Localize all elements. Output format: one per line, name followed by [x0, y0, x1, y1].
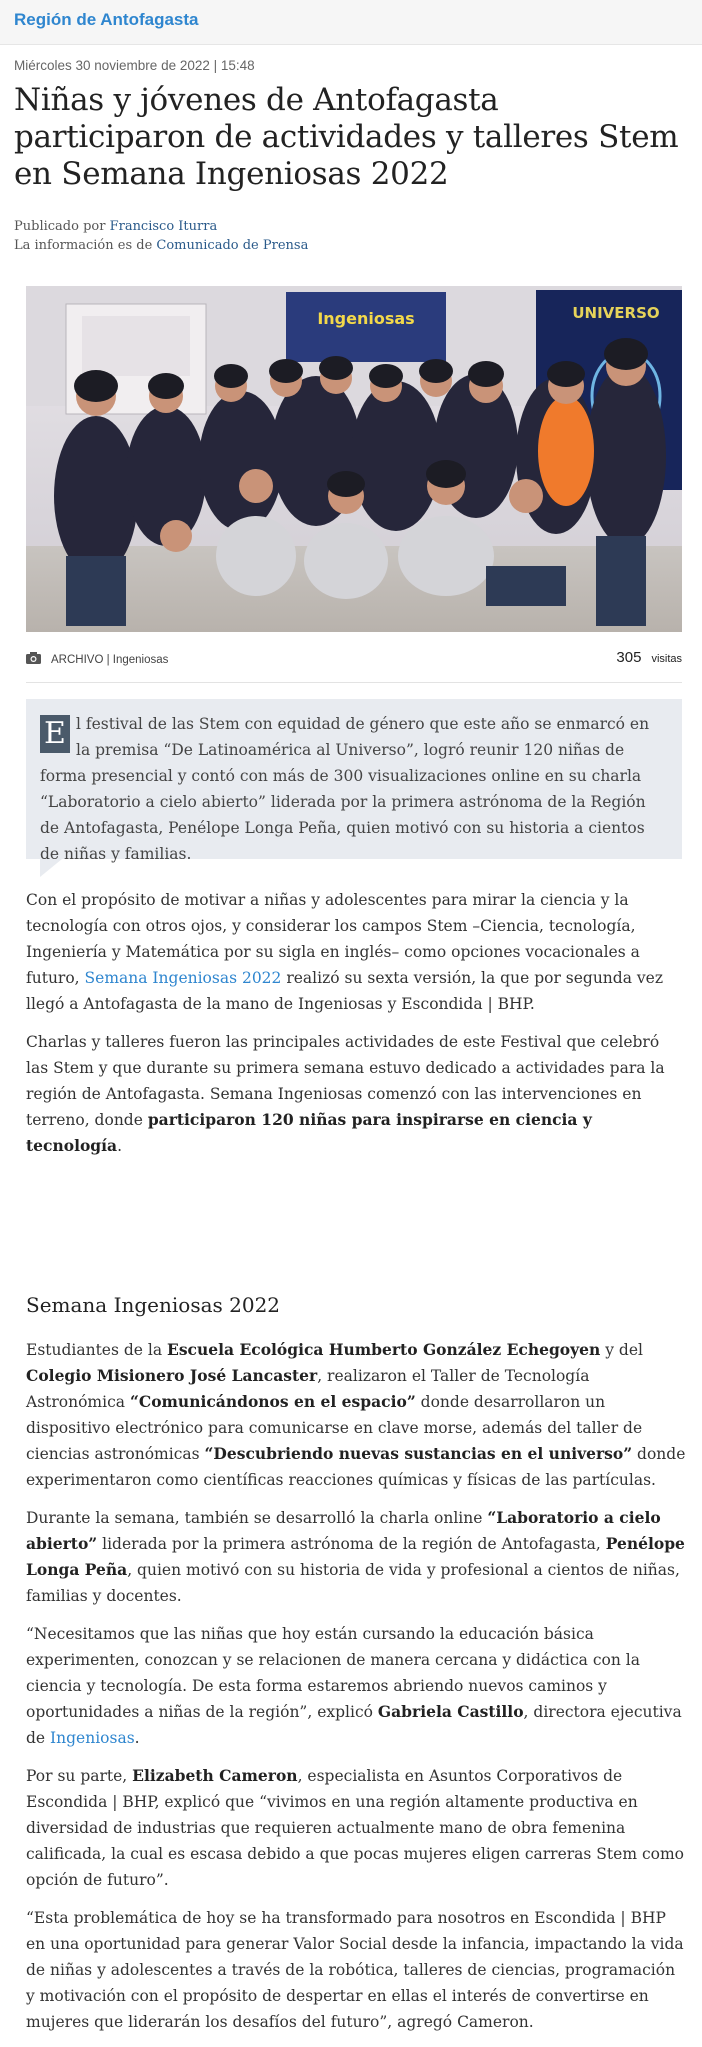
visit-counter: [616, 649, 682, 666]
article-meta: [14, 217, 308, 255]
photo-caption-text: ARCHIVO | Ingeniosas: [51, 653, 169, 666]
region-header: [0, 0, 702, 45]
article-body-intro: [26, 887, 686, 1171]
visit-count: 305: [616, 649, 642, 666]
body-paragraph: Charlas y talleres fueron las principales actividades de este Festival que celebró las Stem y que durante su primera semana estuvo dedicado a actividades para la región de Antofagasta. Semana Ingeniosas comenzó con las intervenciones en terreno, donde participaron 120 niñas para inspirarse en ciencia y tecnología.: [26, 1033, 665, 1155]
section-heading: Semana Ingeniosas 2022: [26, 1293, 281, 1317]
region-link[interactable]: Región de Antofagasta: [14, 10, 199, 29]
photo-caption-bar: [26, 640, 682, 683]
body-paragraph: Durante la semana, también se desarrolló la charla online “Laboratorio a cielo abierto” liderada por la primera astrónoma de la región de Antofagasta, Penélope Longa Peña, quien motivó con su historia de vida y profesional a cientos de niñas, familias y docentes.: [26, 1508, 685, 1605]
body-paragraph: Por su parte, Elizabeth Cameron, especialista en Asuntos Corporativos de Escondida | BHP, explicó que “vivimos en una región altamente productiva en diversidad de industrias que requieren actualmente mano de obra femenina calificada, la cual es escasa debido a que pocas mujeres eligen carreras Stem como opción de futuro”.: [26, 1766, 684, 1889]
body-paragraph: “Esta problemática de hoy se ha transformado para nosotros en Escondida | BHP en una oportunidad para generar Valor Social desde la infancia, impactando la vida de niñas y adolescentes a través de la robótica, talleres de ciencias, programación y motivación con el propósito de despertar en ellas el interés de convertirse en mujeres que liderarán los desafíos del futuro”, agregó Cameron.: [26, 1909, 684, 2031]
camera-icon: [26, 652, 41, 667]
published-by-label: Publicado por: [14, 219, 106, 234]
ingeniosas-link[interactable]: Ingeniosas: [50, 1729, 135, 1747]
banner-universo: UNIVERSO: [572, 304, 660, 322]
group-photo-illustration: [26, 286, 682, 632]
lead-callout-tail: [40, 859, 62, 877]
publish-date: Miércoles 30 noviembre de 2022 | 15:48: [14, 58, 255, 73]
lead-paragraph: [26, 699, 682, 863]
body-paragraph: Con el propósito de motivar a niñas y adolescentes para mirar la ciencia y la tecnología con otros ojos, y considerar los campos Stem –Ciencia, tecnología, Ingeniería y Matemática por su sigla en inglés– como opciones vocacionales a futuro, Semana Ingeniosas 2022 realizó su sexta versión, la que por segunda vez llegó a Antofagasta de la mano de Ingeniosas y Escondida | BHP.: [26, 891, 663, 1013]
article-title: Niñas y jóvenes de Antofagasta participaron de actividades y talleres Stem en Semana Ingeniosas 2022: [14, 82, 679, 192]
body-paragraph: Estudiantes de la Escuela Ecológica Humberto González Echegoyen y del Colegio Misionero José Lancaster, realizaron el Taller de Tecnología Astronómica “Comunicándonos en el espacio” donde desarrollaron un dispositivo electrónico para comunicarse en clave morse, además del taller de ciencias astronómicas “Descubriendo nuevas sustancias en el universo” donde experimentaron como científicas reacciones químicas y físicas de las partículas.: [26, 1340, 686, 1489]
source-link[interactable]: Comunicado de Prensa: [156, 238, 309, 253]
banner-ingeniosas: Ingeniosas: [317, 309, 415, 328]
photo-caption: [26, 652, 168, 667]
lead-text: l festival de las Stem con equidad de género que este año se enmarcó en la premisa “De Latinoamérica al Universo”, logró reunir 120 niñas de forma presencial y contó con más de 300 visualizaciones online en su charla “Laboratorio a cielo abierto” liderada por la primera astrónoma de la Región de Antofagasta, Penélope Longa Peña, quien motivó con su historia a cientos de niñas y familias.: [40, 715, 650, 863]
author-link[interactable]: Francisco Iturra: [109, 219, 218, 234]
semana-ingeniosas-link[interactable]: Semana Ingeniosas 2022: [84, 969, 282, 987]
visit-label: visitas: [651, 653, 682, 665]
article-body-section: [26, 1337, 686, 2047]
source-label: La información es de: [14, 238, 153, 253]
article-photo: [26, 286, 682, 632]
body-paragraph: “Necesitamos que las niñas que hoy están cursando la educación básica experimenten, conozcan y se relacionen de manera cercana y didáctica con la ciencia y tecnología. De esta forma estaremos abriendo nuevos caminos y oportunidades a niñas de la región”, explicó Gabriela Castillo, directora ejecutiva de Ingeniosas.: [26, 1625, 682, 1747]
drop-cap: E: [40, 715, 70, 753]
